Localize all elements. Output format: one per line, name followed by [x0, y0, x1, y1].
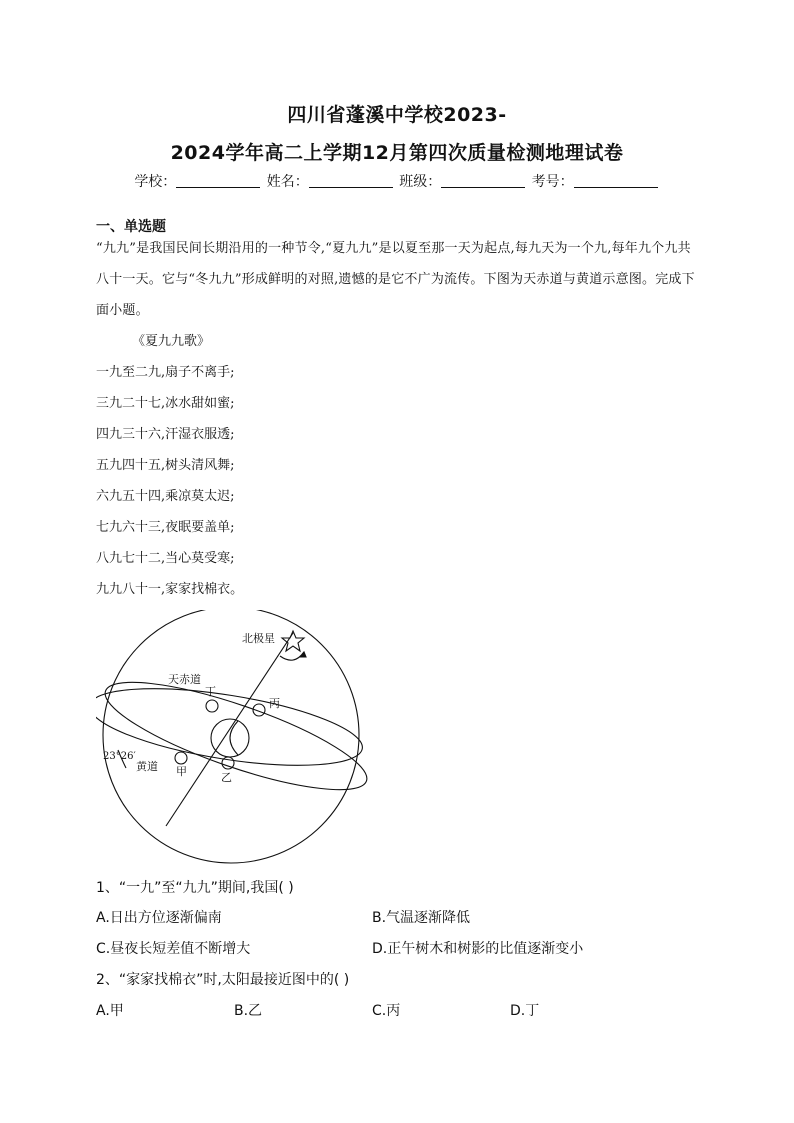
- rotation-arrowhead: [300, 652, 306, 657]
- exam-number-blank[interactable]: [574, 173, 658, 188]
- celestial-sphere-diagram: [96, 610, 376, 865]
- jia-label: 甲: [176, 765, 187, 778]
- q1-option-b[interactable]: B.气温逐渐降低: [372, 910, 471, 926]
- student-info-line: [0, 171, 794, 191]
- intro-paragraph: “九九”是我国民间长期沿用的一种节令,“夏九九”是以夏至那一天为起点,每九天为一个九,每年九个九共八十一天。它与“冬九九”形成鲜明的对照,遗憾的是它不广为流传。下图为天赤道与黄道示意图。完成下面小题。: [96, 241, 695, 318]
- question-1-stem: 1、“一九”至“九九”期间,我国( ): [96, 880, 294, 896]
- exam-title-line2: 2024学年高二上学期12月第四次质量检测地理试卷: [170, 142, 624, 164]
- class-blank[interactable]: [441, 173, 525, 188]
- poem-line: 九九八十一,家家找棉衣。: [96, 582, 244, 597]
- sun-position-jia: [175, 752, 187, 764]
- bing-label: 丙: [269, 697, 280, 710]
- yi-label: 乙: [221, 771, 232, 784]
- exam-title-line1: 四川省蓬溪中学校2023-: [287, 104, 507, 126]
- q2-option-b[interactable]: B.乙: [234, 1003, 263, 1019]
- poem-line: 六九五十四,乘凉莫太迟;: [96, 489, 235, 504]
- section-heading: 一、单选题: [96, 219, 166, 235]
- north-star-label: 北极星: [242, 632, 275, 645]
- school-label: 学校：: [134, 174, 177, 190]
- q1-option-a[interactable]: A.日出方位逐渐偏南: [96, 910, 222, 926]
- exam-number-label: 考号：: [531, 174, 574, 190]
- celestial-sphere: [103, 610, 359, 863]
- poem-line: 一九至二九,扇子不离手;: [96, 365, 235, 380]
- ecliptic-label: 黄道: [136, 760, 158, 773]
- poem-line: 八九七十二,当心莫受寒;: [96, 551, 235, 566]
- class-label: 班级：: [399, 174, 442, 190]
- ding-label: 丁: [205, 685, 216, 698]
- name-blank[interactable]: [309, 173, 393, 188]
- poem-title: 《夏九九歌》: [132, 334, 211, 349]
- q2-option-d[interactable]: D.丁: [510, 1003, 540, 1019]
- earth-axis: [166, 633, 293, 826]
- poem-line: 四九三十六,汗湿衣服透;: [96, 427, 235, 442]
- angle-label: 23°26′: [103, 751, 136, 762]
- name-label: 姓名：: [266, 174, 309, 190]
- question-2-stem: 2、“家家找棉衣”时,太阳最接近图中的( ): [96, 972, 350, 988]
- ecliptic-ellipse: [96, 662, 376, 810]
- poem-line: 三九二十七,冰水甜如蜜;: [96, 396, 235, 411]
- poem-lines: [96, 357, 243, 605]
- sun-position-yi: [222, 757, 234, 769]
- sun-position-ding: [206, 700, 218, 712]
- school-blank[interactable]: [176, 173, 260, 188]
- q2-option-a[interactable]: A.甲: [96, 1003, 124, 1019]
- q2-option-c[interactable]: C.丙: [372, 1003, 401, 1019]
- q1-option-d[interactable]: D.正午树木和树影的比值逐渐变小: [372, 941, 584, 957]
- q1-option-c[interactable]: C.昼夜长短差值不断增大: [96, 941, 251, 957]
- celestial-equator-label: 天赤道: [168, 673, 201, 686]
- poem-line: 七九六十三,夜眠要盖单;: [96, 520, 235, 535]
- poem-line: 五九四十五,树头清风舞;: [96, 458, 235, 473]
